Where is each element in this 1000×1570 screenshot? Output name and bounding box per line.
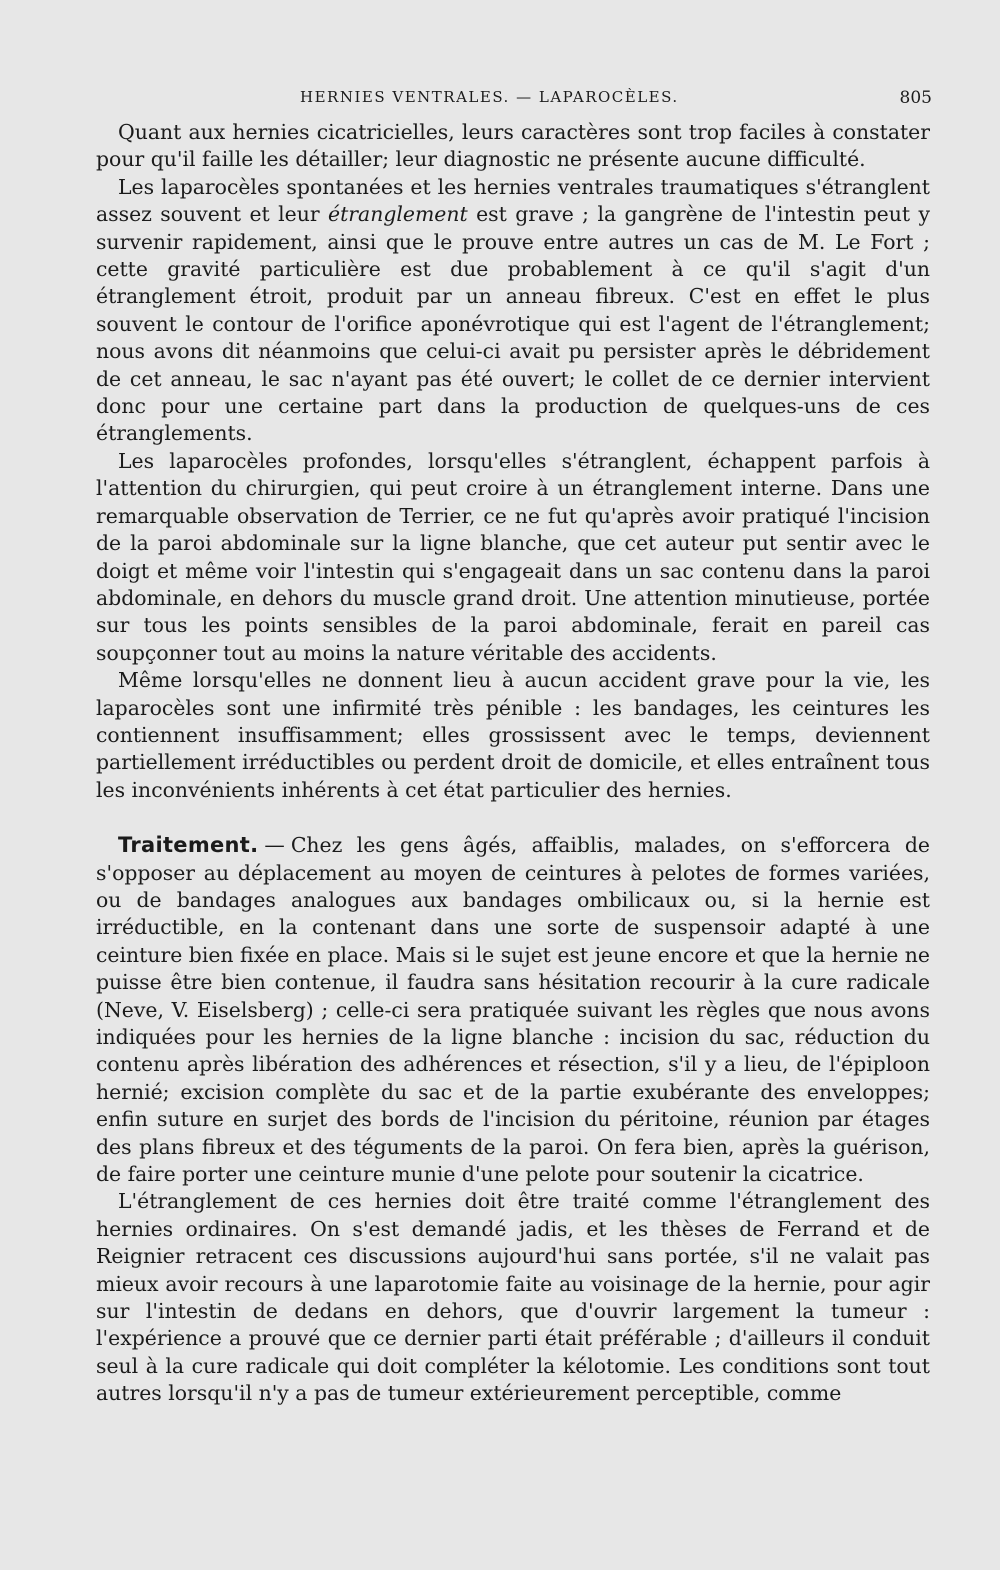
paragraph-laparoceles-profondes	[96, 448, 930, 667]
page-header	[96, 88, 932, 112]
paragraph-text: Chez les gens âgés, affaiblis, malades, on s'efforcera de s'opposer au déplacement au moyen de ceintures à pelotes de formes variées, ou de bandages analogues aux bandages ombilicaux ou, si la hernie est irréductible, en la contenant dans une sorte de suspensoir adapté à une ceinture bien fixée en place. Mais si le sujet est jeune encore et que la hernie ne puisse être bien contenue, il faudra sans hésitation recourir à la cure radicale (Neve, V. Eiselsberg) ; celle-ci sera pratiquée suivant les règles que nous avons indiquées pour les hernies de la ligne blanche : incision du sac, réduction du contenu après libération des adhérences et résection, s'il y a lieu, de l'épiploon hernié; excision complète du sac et de la partie exubérante des enveloppes; enfin suture en surjet des bords de l'incision du péritoine, réunion par étages des plans fibreux et des téguments de la paroi. On fera bien, après la guérison, de faire porter une ceinture munie d'une pelote pour soutenir la cicatrice.	[96, 833, 930, 1187]
paragraph-laparoceles-spontanees	[96, 174, 930, 448]
section-title: Traitement.	[118, 833, 259, 858]
paragraph-text: Quant aux hernies cicatricielles, leurs caractères sont trop faciles à constater pour qu'il faille les détailler; leur diagnostic ne présente aucune difficulté.	[96, 120, 930, 172]
paragraph-text: L'étranglement de ces hernies doit être traité comme l'étranglement des hernies ordinaires. On s'est demandé jadis, et les thèses de Ferrand et de Reignier retracent ces discussions aujourd'hui sans portée, s'il ne valait pas mieux avoir recours à une laparotomie faite au voisinage de la hernie, pour agir sur l'intestin de dedans en dehors, que d'ouvrir largement la tumeur : l'expérience a prouvé que ce dernier parti était préférable ; d'ailleurs il conduit seul à la cure radicale qui doit compléter la kélotomie. Les conditions sont tout autres lorsqu'il n'y a pas de tumeur extérieurement perceptible, comme	[96, 1189, 930, 1406]
paragraph-text: est grave ; la gangrène de l'intestin peut y survenir rapidement, ainsi que le prouve entre autres un cas de M. Le Fort ; cette gravité particulière est due probablement à ce qu'il s'agit d'un étranglement étroit, produit par un anneau fibreux. C'est en effet le plus souvent le contour de l'orifice aponévrotique qui est l'agent de l'étranglement; nous avons dit néanmoins que celui-ci avait pu persister après le débridement de cet anneau, le sac n'ayant pas été ouvert; le collet de ce dernier intervient donc pour une certaine part dans la production de quelques-uns de ces étranglements.	[96, 202, 930, 446]
body-text	[96, 119, 930, 1408]
paragraph-text: Même lorsqu'elles ne donnent lieu à aucun accident grave pour la vie, les laparocèles sont une infirmité très pénible : les bandages, les ceintures les contiennent insuffisamment; elles grossissent avec le temps, deviennent partiellement irréductibles ou perdent droit de domicile, et elles entraînent tous les inconvénients inhérents à cet état particulier des hernies.	[96, 668, 930, 802]
paragraph-etranglement	[96, 1188, 930, 1407]
paragraph-text: Les laparocèles spontanées et les hernies ventrales traumatiques s'étranglent assez souvent et leur	[96, 174, 930, 227]
paragraph-text: Les laparocèles profondes, lorsqu'elles s'étranglent, échappent parfois à l'attention du chirurgien, qui peut croire à un étranglement interne. Dans une remarquable observation de Terrier, ce ne fut qu'après avoir pratiqué l'incision de la paroi abdominale sur la ligne blanche, que cet auteur put sentir avec le doigt et même voir l'intestin qui s'engageait dans un sac contenu dans la paroi abdominale, en dehors du muscle grand droit. Une attention minutieuse, portée sur tous les points sensibles de la paroi abdominale, ferait en pareil cas soupçonner tout au moins la nature véritable des accidents.	[96, 448, 930, 665]
paragraph-traitement	[96, 832, 930, 1188]
section-spacer	[96, 804, 930, 832]
running-title: HERNIES VENTRALES. — LAPAROCÈLES.	[300, 88, 679, 106]
page-number: 805	[899, 88, 932, 108]
section-dash: —	[264, 833, 285, 858]
paragraph-infirmite	[96, 667, 930, 804]
paragraph-hernies-cicatricielles	[96, 119, 930, 174]
emphasized-term: étranglement	[328, 202, 468, 227]
